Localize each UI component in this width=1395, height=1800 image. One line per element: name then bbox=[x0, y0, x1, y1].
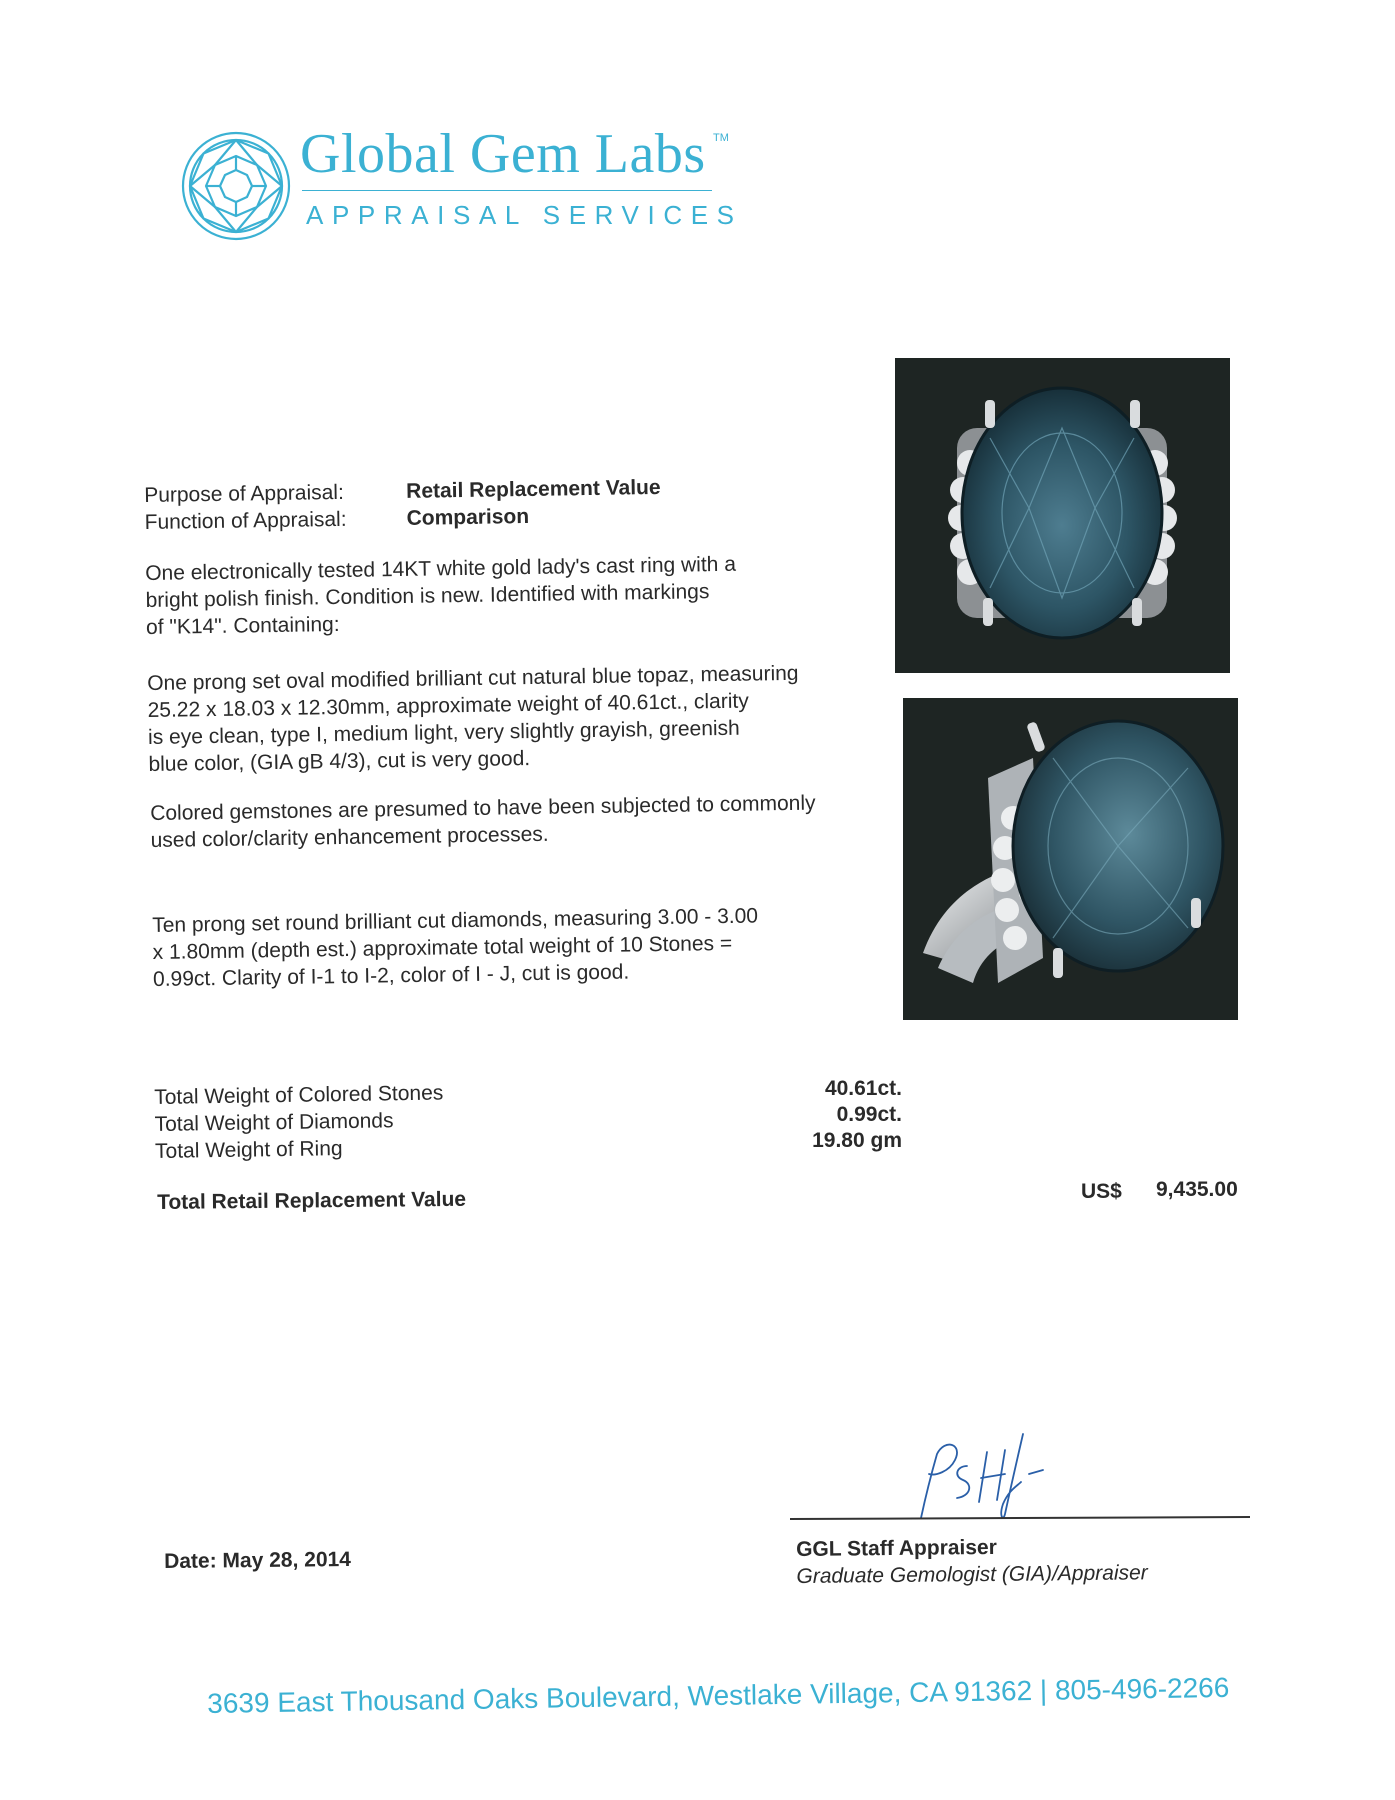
total-ring-label: Total Weight of Ring bbox=[154, 1137, 343, 1163]
appraisal-info bbox=[144, 475, 661, 536]
appraiser-block bbox=[796, 1532, 1148, 1590]
description-line: One prong set oval modified brilliant cut natural blue topaz, measuring bbox=[147, 661, 799, 695]
diamonds-description bbox=[152, 902, 759, 993]
total-colored-value: 40.61ct. bbox=[824, 1077, 902, 1100]
ring-side-view-icon bbox=[903, 698, 1238, 1020]
description-line: blue color, (GIA gB 4/3), cut is very good. bbox=[148, 746, 531, 776]
gem-logo-icon bbox=[180, 130, 292, 242]
function-value: Comparison bbox=[406, 504, 530, 530]
ring-top-view-icon bbox=[895, 358, 1230, 673]
ring-description bbox=[145, 551, 737, 641]
description-line: of "K14". Containing: bbox=[145, 612, 340, 639]
brand-divider bbox=[302, 190, 712, 191]
weight-labels bbox=[154, 1079, 444, 1165]
brand-name: Global Gem Labs bbox=[300, 123, 706, 185]
total-ring-value: 19.80 gm bbox=[812, 1129, 902, 1152]
description-line: x 1.80mm (depth est.) approximate total weight of 10 Stones = bbox=[152, 931, 733, 964]
description-line: Ten prong set round brilliant cut diamonds, measuring 3.00 - 3.00 bbox=[152, 904, 759, 937]
appraisal-date: Date: May 28, 2014 bbox=[164, 1548, 352, 1573]
retail-value-label: Total Retail Replacement Value bbox=[157, 1187, 467, 1214]
description-line: 25.22 x 18.03 x 12.30mm, approximate weight of 40.61ct., clarity bbox=[147, 689, 749, 722]
ring-photo-side bbox=[903, 698, 1238, 1020]
topaz-description bbox=[147, 660, 800, 778]
description-line: bright polish finish. Condition is new. Identified with markings bbox=[145, 580, 710, 612]
weight-values bbox=[795, 1076, 902, 1154]
function-label: Function of Appraisal: bbox=[144, 507, 347, 534]
description-line: is eye clean, type I, medium light, very slightly grayish, greenish bbox=[147, 716, 740, 749]
description-line: Colored gemstones are presumed to have been subjected to commonly bbox=[150, 791, 816, 825]
purpose-label: Purpose of Appraisal: bbox=[144, 480, 344, 507]
description-line: One electronically tested 14KT white gold lady's cast ring with a bbox=[145, 552, 737, 585]
ring-photo-top bbox=[895, 358, 1230, 673]
total-diamonds-value: 0.99ct. bbox=[836, 1103, 902, 1126]
retail-value-amount: 9,435.00 bbox=[1156, 1178, 1238, 1201]
brand-subtitle: APPRAISAL SERVICES bbox=[306, 200, 743, 230]
appraiser-credential: Graduate Gemologist (GIA)/Appraiser bbox=[796, 1561, 1148, 1588]
currency-label: US$ bbox=[1081, 1180, 1122, 1203]
total-diamonds-label: Total Weight of Diamonds bbox=[154, 1109, 394, 1136]
footer-address: 3639 East Thousand Oaks Boulevard, Westlake Village, CA 91362 | 805-496-2266 bbox=[207, 1671, 1230, 1719]
trademark-mark: TM bbox=[713, 132, 729, 144]
appraiser-signature bbox=[905, 1430, 1085, 1525]
total-colored-label: Total Weight of Colored Stones bbox=[154, 1081, 444, 1109]
description-line: 0.99ct. Clarity of I-1 to I-2, color of I - J, cut is good. bbox=[152, 960, 630, 991]
appraiser-title: GGL Staff Appraiser bbox=[796, 1535, 997, 1561]
enhancement-note bbox=[150, 790, 816, 854]
description-line: used color/clarity enhancement processes. bbox=[150, 822, 549, 852]
purpose-value: Retail Replacement Value bbox=[405, 475, 661, 503]
